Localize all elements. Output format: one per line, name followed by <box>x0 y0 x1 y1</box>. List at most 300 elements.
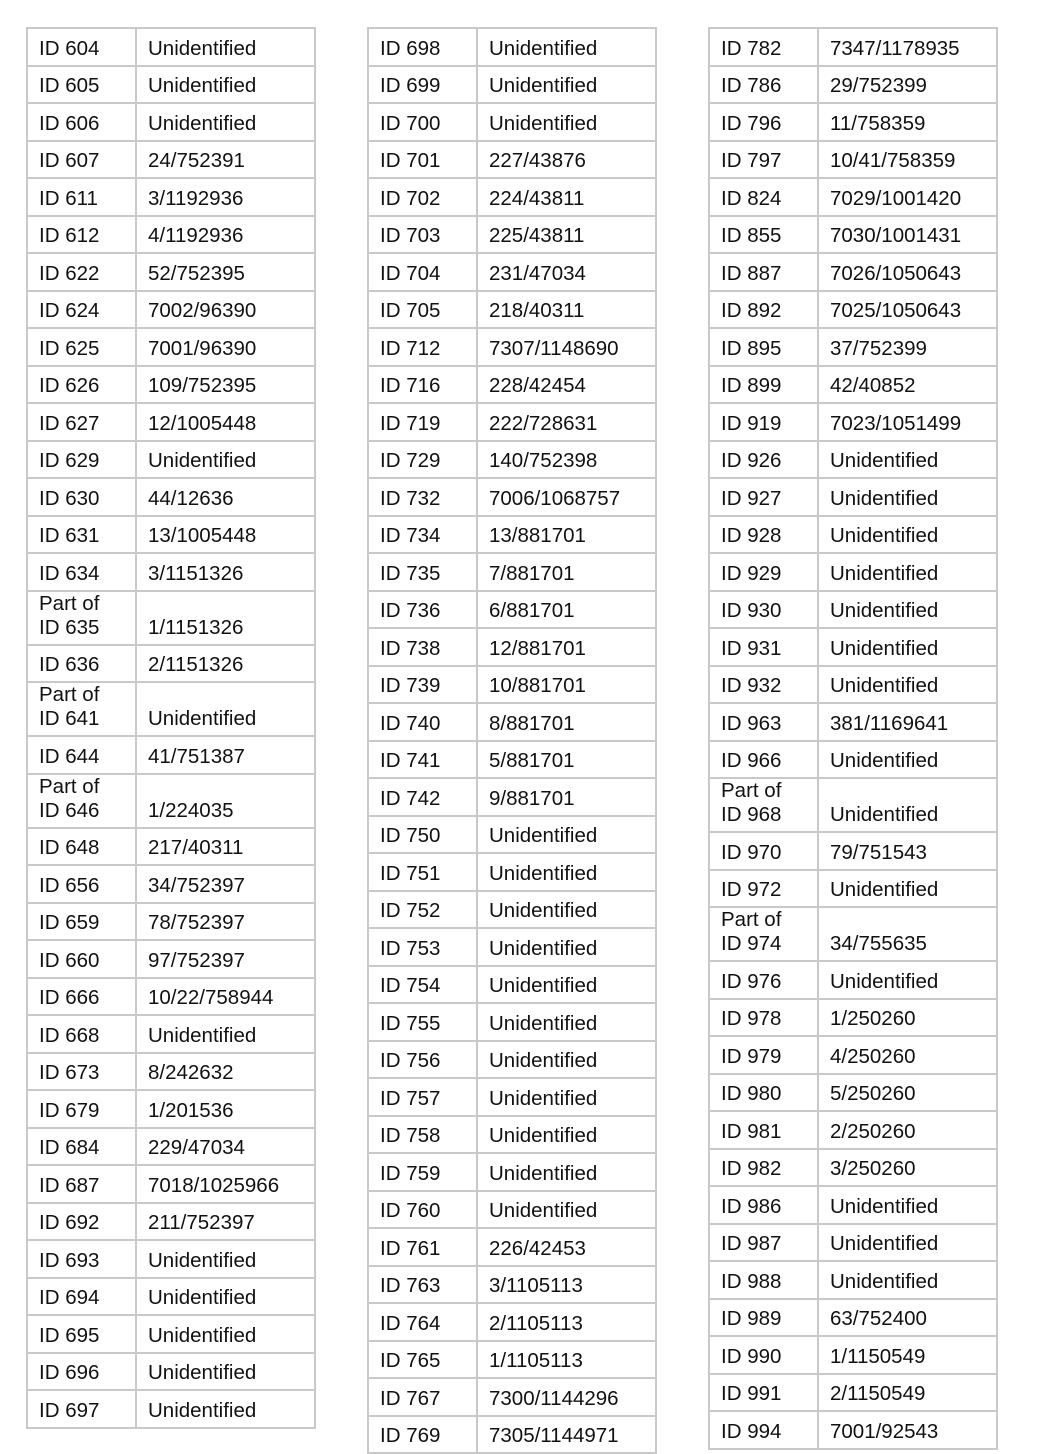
id-cell: ID 607 <box>27 141 136 179</box>
id-cell: ID 701 <box>368 141 477 179</box>
id-cell: ID 769 <box>368 1416 477 1454</box>
id-cell: ID 750 <box>368 816 477 854</box>
reference-cell: Unidentified <box>136 28 315 66</box>
reference-cell: 2/1105113 <box>477 1303 656 1341</box>
id-cell: ID 963 <box>709 703 818 741</box>
table-row <box>709 666 997 704</box>
id-cell: ID 994 <box>709 1411 818 1449</box>
id-cell: ID 987 <box>709 1224 818 1262</box>
id-cell: ID 931 <box>709 628 818 666</box>
reference-cell: Unidentified <box>818 741 997 779</box>
id-cell: ID 980 <box>709 1074 818 1112</box>
reference-cell: 4/250260 <box>818 1036 997 1074</box>
id-cell: ID 990 <box>709 1336 818 1374</box>
id-cell: ID 687 <box>27 1165 136 1203</box>
id-cell: ID 699 <box>368 66 477 104</box>
id-cell: ID 929 <box>709 553 818 591</box>
id-cell: ID 928 <box>709 516 818 554</box>
reference-cell: 1/1105113 <box>477 1341 656 1379</box>
id-cell: ID 684 <box>27 1128 136 1166</box>
id-cell: ID 978 <box>709 999 818 1037</box>
table-row <box>27 516 315 554</box>
id-cell: ID 892 <box>709 291 818 329</box>
reference-cell: 5/881701 <box>477 741 656 779</box>
reference-cell: Unidentified <box>477 816 656 854</box>
id-cell: ID 759 <box>368 1153 477 1191</box>
id-cell: ID 626 <box>27 366 136 404</box>
reference-cell: 217/40311 <box>136 828 315 866</box>
table-row <box>368 553 656 591</box>
id-cell: ID 624 <box>27 291 136 329</box>
table-row <box>368 966 656 1004</box>
reference-cell: 9/881701 <box>477 778 656 816</box>
table-row <box>368 516 656 554</box>
reference-cell: Unidentified <box>477 1153 656 1191</box>
table-row <box>709 328 997 366</box>
table-row <box>27 1053 315 1091</box>
table-row <box>368 1416 656 1454</box>
table-row <box>709 403 997 441</box>
id-cell: ID 739 <box>368 666 477 704</box>
id-cell: ID 755 <box>368 1003 477 1041</box>
table-row <box>709 141 997 179</box>
table-row <box>27 1278 315 1316</box>
reference-cell: Unidentified <box>136 103 315 141</box>
table-row <box>368 1153 656 1191</box>
id-cell: ID 625 <box>27 328 136 366</box>
table-row <box>368 1191 656 1229</box>
table-row <box>709 478 997 516</box>
table-row <box>709 1036 997 1074</box>
reference-cell: 7025/1050643 <box>818 291 997 329</box>
reference-cell: Unidentified <box>477 853 656 891</box>
reference-cell: 52/752395 <box>136 253 315 291</box>
table-row <box>27 178 315 216</box>
table-row <box>709 741 997 779</box>
id-cell: ID 741 <box>368 741 477 779</box>
id-cell: ID 754 <box>368 966 477 1004</box>
table-row <box>368 928 656 966</box>
id-cell: ID 692 <box>27 1203 136 1241</box>
reference-cell: 7307/1148690 <box>477 328 656 366</box>
reference-cell: 218/40311 <box>477 291 656 329</box>
reference-cell: 34/755635 <box>818 907 997 961</box>
id-cell: ID 611 <box>27 178 136 216</box>
table-row <box>27 253 315 291</box>
table-row <box>709 516 997 554</box>
id-cell: ID 696 <box>27 1353 136 1391</box>
reference-cell: 211/752397 <box>136 1203 315 1241</box>
reference-cell: Unidentified <box>818 441 997 479</box>
id-cell: ID 648 <box>27 828 136 866</box>
reference-cell: 7/881701 <box>477 553 656 591</box>
table-row <box>27 978 315 1016</box>
reference-cell: Unidentified <box>477 1003 656 1041</box>
reference-cell: 13/881701 <box>477 516 656 554</box>
table-row <box>27 645 315 683</box>
reference-cell: Unidentified <box>818 666 997 704</box>
reference-cell: 11/758359 <box>818 103 997 141</box>
id-cell: ID 751 <box>368 853 477 891</box>
table-row <box>27 1203 315 1241</box>
reference-cell: 7006/1068757 <box>477 478 656 516</box>
id-cell: ID 729 <box>368 441 477 479</box>
reference-cell: Unidentified <box>477 1191 656 1229</box>
reference-cell: 24/752391 <box>136 141 315 179</box>
reference-cell: Unidentified <box>818 1186 997 1224</box>
id-cell: ID 693 <box>27 1240 136 1278</box>
reference-cell: Unidentified <box>818 628 997 666</box>
table-row <box>27 1165 315 1203</box>
id-cell: ID 734 <box>368 516 477 554</box>
reference-cell: 7002/96390 <box>136 291 315 329</box>
reference-cell: 97/752397 <box>136 940 315 978</box>
table-row <box>27 366 315 404</box>
reference-cell: Unidentified <box>477 103 656 141</box>
id-cell: ID 932 <box>709 666 818 704</box>
id-cell: ID 630 <box>27 478 136 516</box>
reference-cell: Unidentified <box>818 778 997 832</box>
table-row <box>709 870 997 908</box>
table-row <box>27 682 315 736</box>
id-cell: ID 679 <box>27 1090 136 1128</box>
reference-cell: Unidentified <box>477 928 656 966</box>
id-cell: ID 612 <box>27 216 136 254</box>
table-row <box>27 441 315 479</box>
id-cell: ID 991 <box>709 1374 818 1412</box>
reference-cell: 10/881701 <box>477 666 656 704</box>
id-cell: ID 668 <box>27 1015 136 1053</box>
table-row <box>368 741 656 779</box>
table-row <box>27 940 315 978</box>
table-row <box>27 1315 315 1353</box>
table-row <box>27 1240 315 1278</box>
id-cell: ID 926 <box>709 441 818 479</box>
id-cell: ID 673 <box>27 1053 136 1091</box>
reference-cell: 7026/1050643 <box>818 253 997 291</box>
id-cell: ID 742 <box>368 778 477 816</box>
table-row <box>27 478 315 516</box>
reference-cell: Unidentified <box>477 66 656 104</box>
id-cell: ID 656 <box>27 865 136 903</box>
table-row <box>27 1128 315 1166</box>
reference-cell: 37/752399 <box>818 328 997 366</box>
table-row <box>27 328 315 366</box>
id-cell: ID 760 <box>368 1191 477 1229</box>
id-cell: ID 824 <box>709 178 818 216</box>
table-row <box>368 628 656 666</box>
reference-cell: 1/1151326 <box>136 591 315 645</box>
id-table-column-2 <box>367 27 657 1454</box>
table-row <box>709 1111 997 1149</box>
id-cell: ID 629 <box>27 441 136 479</box>
table-row <box>368 178 656 216</box>
table-row <box>709 1374 997 1412</box>
reference-cell: 5/250260 <box>818 1074 997 1112</box>
id-cell: ID 660 <box>27 940 136 978</box>
id-cell: ID 694 <box>27 1278 136 1316</box>
id-cell: ID 797 <box>709 141 818 179</box>
reference-cell: 13/1005448 <box>136 516 315 554</box>
table-row <box>27 591 315 645</box>
id-cell: ID 895 <box>709 328 818 366</box>
reference-cell: Unidentified <box>136 1240 315 1278</box>
id-cell: ID 659 <box>27 903 136 941</box>
reference-cell: Unidentified <box>136 1353 315 1391</box>
id-cell: ID 666 <box>27 978 136 1016</box>
table-row <box>368 291 656 329</box>
table-row <box>27 403 315 441</box>
reference-cell: 10/22/758944 <box>136 978 315 1016</box>
table-row <box>368 1078 656 1116</box>
table-row <box>368 478 656 516</box>
reference-cell: 2/1150549 <box>818 1374 997 1412</box>
id-cell: ID 705 <box>368 291 477 329</box>
id-cell: ID 930 <box>709 591 818 629</box>
table-row <box>368 403 656 441</box>
reference-cell: 41/751387 <box>136 736 315 774</box>
table-row <box>27 1090 315 1128</box>
id-cell: ID 622 <box>27 253 136 291</box>
id-cell: ID 757 <box>368 1078 477 1116</box>
id-cell: ID 753 <box>368 928 477 966</box>
id-cell: ID 719 <box>368 403 477 441</box>
table-row <box>27 103 315 141</box>
id-cell: ID 756 <box>368 1041 477 1079</box>
id-cell: ID 606 <box>27 103 136 141</box>
id-cell: ID 695 <box>27 1315 136 1353</box>
reference-cell: 1/1150549 <box>818 1336 997 1374</box>
table-row <box>709 999 997 1037</box>
id-cell: ID 765 <box>368 1341 477 1379</box>
reference-cell: 7305/1144971 <box>477 1416 656 1454</box>
table-row <box>27 828 315 866</box>
table-row <box>368 441 656 479</box>
table-row <box>709 253 997 291</box>
table-row <box>709 1261 997 1299</box>
id-cell: ID 752 <box>368 891 477 929</box>
table-row <box>368 103 656 141</box>
reference-cell: 12/1005448 <box>136 403 315 441</box>
id-cell: ID 972 <box>709 870 818 908</box>
id-cell: ID 735 <box>368 553 477 591</box>
table-row <box>368 666 656 704</box>
id-table-column-1 <box>26 27 316 1429</box>
table-row <box>709 1411 997 1449</box>
table-row <box>368 328 656 366</box>
reference-cell: 3/1192936 <box>136 178 315 216</box>
table-row <box>27 28 315 66</box>
reference-cell: 10/41/758359 <box>818 141 997 179</box>
id-cell: ID 712 <box>368 328 477 366</box>
id-cell: ID 927 <box>709 478 818 516</box>
table-row <box>709 703 997 741</box>
reference-cell: 7023/1051499 <box>818 403 997 441</box>
table-row <box>368 366 656 404</box>
reference-cell: 7030/1001431 <box>818 216 997 254</box>
table-row <box>709 1186 997 1224</box>
id-cell: ID 698 <box>368 28 477 66</box>
id-cell: ID 981 <box>709 1111 818 1149</box>
table-row <box>27 1015 315 1053</box>
table-row <box>368 1228 656 1266</box>
reference-cell: 8/242632 <box>136 1053 315 1091</box>
reference-cell: 12/881701 <box>477 628 656 666</box>
id-cell: ID 979 <box>709 1036 818 1074</box>
id-cell: ID 697 <box>27 1390 136 1428</box>
reference-cell: 8/881701 <box>477 703 656 741</box>
reference-cell: 7018/1025966 <box>136 1165 315 1203</box>
id-cell: ID 636 <box>27 645 136 683</box>
reference-cell: 3/1105113 <box>477 1266 656 1304</box>
reference-cell: 222/728631 <box>477 403 656 441</box>
reference-cell: 7300/1144296 <box>477 1378 656 1416</box>
reference-cell: Unidentified <box>477 1078 656 1116</box>
reference-cell: 2/250260 <box>818 1111 997 1149</box>
id-cell: ID 763 <box>368 1266 477 1304</box>
reference-cell: 4/1192936 <box>136 216 315 254</box>
id-table-column-3 <box>708 27 998 1450</box>
table-row <box>368 66 656 104</box>
table-row <box>368 891 656 929</box>
reference-cell: Unidentified <box>818 478 997 516</box>
id-cell: ID 796 <box>709 103 818 141</box>
reference-cell: 1/224035 <box>136 774 315 828</box>
reference-cell: 228/42454 <box>477 366 656 404</box>
table-row <box>27 903 315 941</box>
table-row <box>27 141 315 179</box>
table-row <box>709 1299 997 1337</box>
id-cell: ID 988 <box>709 1261 818 1299</box>
table-row <box>27 774 315 828</box>
reference-cell: Unidentified <box>477 28 656 66</box>
id-cell: ID 631 <box>27 516 136 554</box>
table-row <box>27 1390 315 1428</box>
table-row <box>709 291 997 329</box>
table-row <box>368 1378 656 1416</box>
reference-cell: 7347/1178935 <box>818 28 997 66</box>
table-row <box>368 853 656 891</box>
table-row <box>368 253 656 291</box>
table-row <box>709 216 997 254</box>
reference-cell: Unidentified <box>136 1390 315 1428</box>
table-row <box>709 832 997 870</box>
reference-cell: Unidentified <box>477 1041 656 1079</box>
reference-cell: Unidentified <box>818 591 997 629</box>
id-cell: ID 919 <box>709 403 818 441</box>
id-cell: Part of ID 974 <box>709 907 818 961</box>
table-row <box>368 216 656 254</box>
table-row <box>709 961 997 999</box>
id-cell: ID 855 <box>709 216 818 254</box>
reference-cell: Unidentified <box>136 1015 315 1053</box>
table-row <box>368 1041 656 1079</box>
table-row <box>709 553 997 591</box>
id-cell: ID 986 <box>709 1186 818 1224</box>
id-cell: ID 761 <box>368 1228 477 1266</box>
reference-cell: Unidentified <box>136 1315 315 1353</box>
table-row <box>709 103 997 141</box>
reference-cell: Unidentified <box>818 1224 997 1262</box>
reference-cell: 7029/1001420 <box>818 178 997 216</box>
reference-cell: 3/1151326 <box>136 553 315 591</box>
reference-cell: 1/201536 <box>136 1090 315 1128</box>
reference-cell: 29/752399 <box>818 66 997 104</box>
id-cell: ID 989 <box>709 1299 818 1337</box>
reference-cell: 7001/92543 <box>818 1411 997 1449</box>
table-row <box>709 907 997 961</box>
id-cell: ID 767 <box>368 1378 477 1416</box>
reference-cell: Unidentified <box>818 516 997 554</box>
id-cell: ID 966 <box>709 741 818 779</box>
id-cell: ID 702 <box>368 178 477 216</box>
table-row <box>709 441 997 479</box>
table-row <box>709 1224 997 1262</box>
reference-cell: Unidentified <box>136 682 315 736</box>
reference-cell: 224/43811 <box>477 178 656 216</box>
id-cell: ID 887 <box>709 253 818 291</box>
reference-cell: Unidentified <box>136 441 315 479</box>
table-row <box>709 591 997 629</box>
reference-cell: Unidentified <box>477 1116 656 1154</box>
table-row <box>709 778 997 832</box>
reference-cell: Unidentified <box>477 966 656 1004</box>
reference-cell: 1/250260 <box>818 999 997 1037</box>
id-cell: ID 786 <box>709 66 818 104</box>
table-row <box>709 366 997 404</box>
table-row <box>368 1341 656 1379</box>
reference-cell: Unidentified <box>136 1278 315 1316</box>
table-row <box>368 778 656 816</box>
reference-cell: 3/250260 <box>818 1149 997 1187</box>
table-row <box>368 1303 656 1341</box>
id-cell: ID 976 <box>709 961 818 999</box>
id-cell: ID 604 <box>27 28 136 66</box>
id-cell: ID 738 <box>368 628 477 666</box>
table-row <box>27 865 315 903</box>
id-cell: ID 634 <box>27 553 136 591</box>
reference-cell: 227/43876 <box>477 141 656 179</box>
id-cell: ID 704 <box>368 253 477 291</box>
id-cell: Part of ID 641 <box>27 682 136 736</box>
reference-cell: 78/752397 <box>136 903 315 941</box>
table-row <box>368 1266 656 1304</box>
reference-cell: Unidentified <box>818 553 997 591</box>
reference-cell: 2/1151326 <box>136 645 315 683</box>
reference-cell: 6/881701 <box>477 591 656 629</box>
table-row <box>27 216 315 254</box>
reference-cell: 79/751543 <box>818 832 997 870</box>
table-row <box>368 1116 656 1154</box>
id-cell: ID 764 <box>368 1303 477 1341</box>
reference-cell: Unidentified <box>818 961 997 999</box>
reference-cell: 140/752398 <box>477 441 656 479</box>
id-cell: ID 758 <box>368 1116 477 1154</box>
id-cell: ID 982 <box>709 1149 818 1187</box>
table-row <box>368 816 656 854</box>
reference-cell: 231/47034 <box>477 253 656 291</box>
id-cell: Part of ID 968 <box>709 778 818 832</box>
table-row <box>368 141 656 179</box>
reference-cell: Unidentified <box>136 66 315 104</box>
table-row <box>709 1336 997 1374</box>
table-row <box>27 736 315 774</box>
reference-cell: 42/40852 <box>818 366 997 404</box>
id-cell: ID 970 <box>709 832 818 870</box>
id-cell: Part of ID 646 <box>27 774 136 828</box>
table-row <box>368 591 656 629</box>
reference-cell: 7001/96390 <box>136 328 315 366</box>
